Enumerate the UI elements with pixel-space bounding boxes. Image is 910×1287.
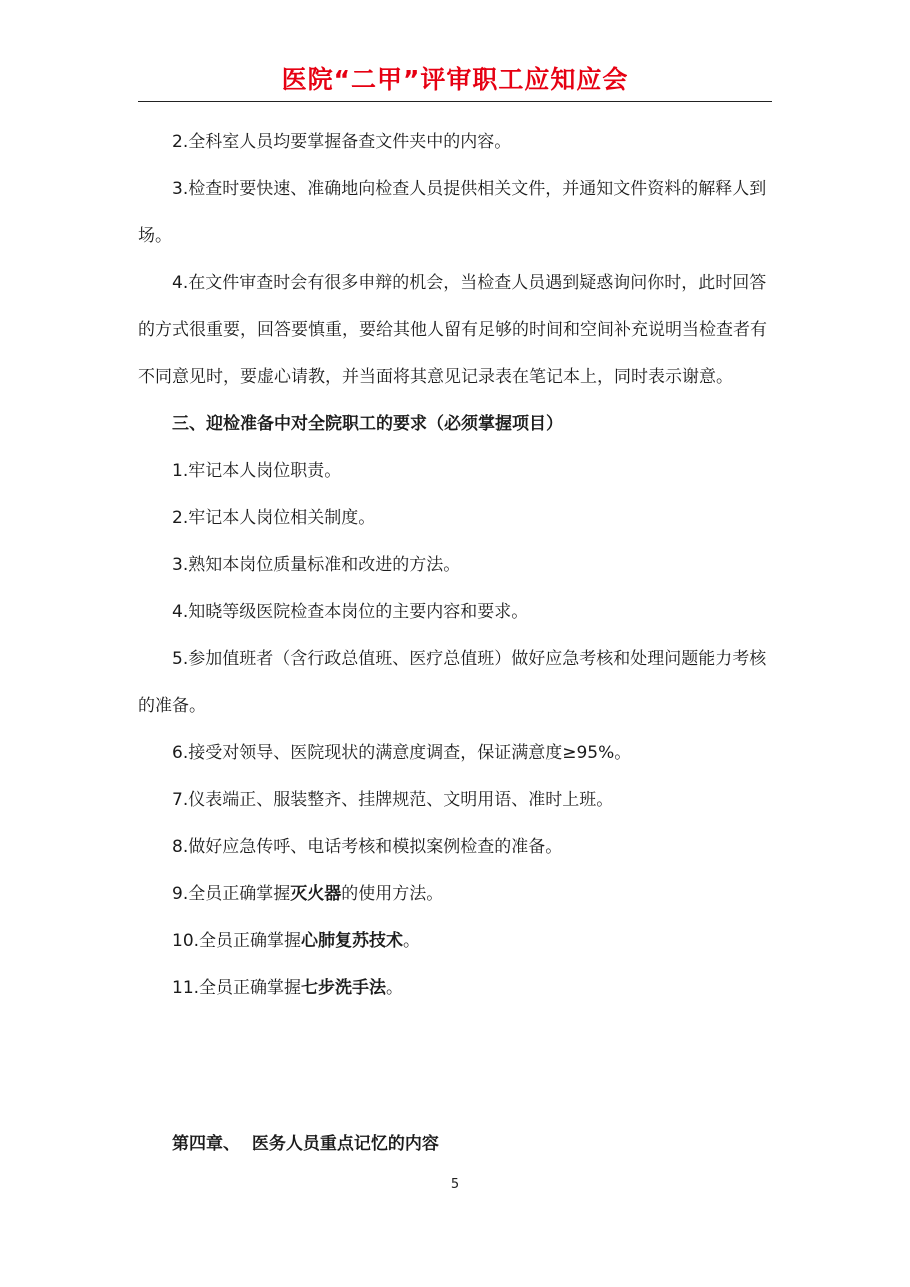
list-item-11-suffix: 。 — [386, 978, 404, 998]
list-item-9-emphasis: 灭火器 — [290, 884, 342, 904]
list-item-11-prefix: 11.全员正确掌握 — [172, 978, 302, 998]
list-item-3: 3.熟知本岗位质量标准和改进的方法。 — [172, 555, 461, 575]
list-item-9-suffix: 的使用方法。 — [341, 884, 444, 904]
list-item-1: 1.牢记本人岗位职责。 — [172, 461, 342, 481]
list-item-11 — [138, 965, 772, 1012]
page-number: 5 — [450, 1177, 460, 1192]
list-item-4: 4.知晓等级医院检查本岗位的主要内容和要求。 — [172, 602, 529, 622]
list-item-11-emphasis: 七步洗手法 — [301, 978, 387, 998]
list-item-9-prefix: 9.全员正确掌握 — [172, 884, 291, 904]
list-item-10-prefix: 10.全员正确掌握 — [172, 931, 302, 951]
list-item-2: 2.牢记本人岗位相关制度。 — [172, 508, 376, 528]
list-item-10-emphasis: 心肺复苏技术 — [301, 931, 404, 951]
document-body — [138, 119, 772, 1012]
section-3-heading: 三、迎检准备中对全院职工的要求（必须掌握项目） — [172, 414, 563, 434]
page-header-title: 医院“二甲”评审职工应知应会 — [281, 65, 629, 94]
chapter-4-heading: 第四章、 医务人员重点记忆的内容 — [172, 1134, 439, 1154]
list-item-5: 5.参加值班者（含行政总值班、医疗总值班）做好应急考核和处理问题能力考核的准备。 — [138, 649, 767, 716]
list-item-8: 8.做好应急传呼、电话考核和模拟案例检查的准备。 — [172, 837, 563, 857]
paragraph-3: 3.检查时要快速、准确地向检查人员提供相关文件，并通知文件资料的解释人到场。 — [138, 179, 767, 246]
paragraph-4: 4.在文件审查时会有很多申辩的机会，当检查人员遇到疑惑询问你时，此时回答的方式很重要，回答要慎重，要给其他人留有足够的时间和空间补充说明当检查者有不同意见时，要虚心请教，并当面将其意见记录表在笔记本上，同时表示谢意。 — [138, 273, 767, 387]
list-item-6: 6.接受对领导、医院现状的满意度调查，保证满意度≥95%。 — [172, 743, 632, 763]
list-item-10-suffix: 。 — [403, 931, 421, 951]
paragraph-2: 2.全科室人员均要掌握备查文件夹中的内容。 — [172, 132, 512, 152]
list-item-10 — [138, 918, 772, 965]
list-item-9 — [138, 871, 772, 918]
header-divider — [138, 101, 772, 102]
list-item-7: 7.仪表端正、服装整齐、挂牌规范、文明用语、准时上班。 — [172, 790, 614, 810]
